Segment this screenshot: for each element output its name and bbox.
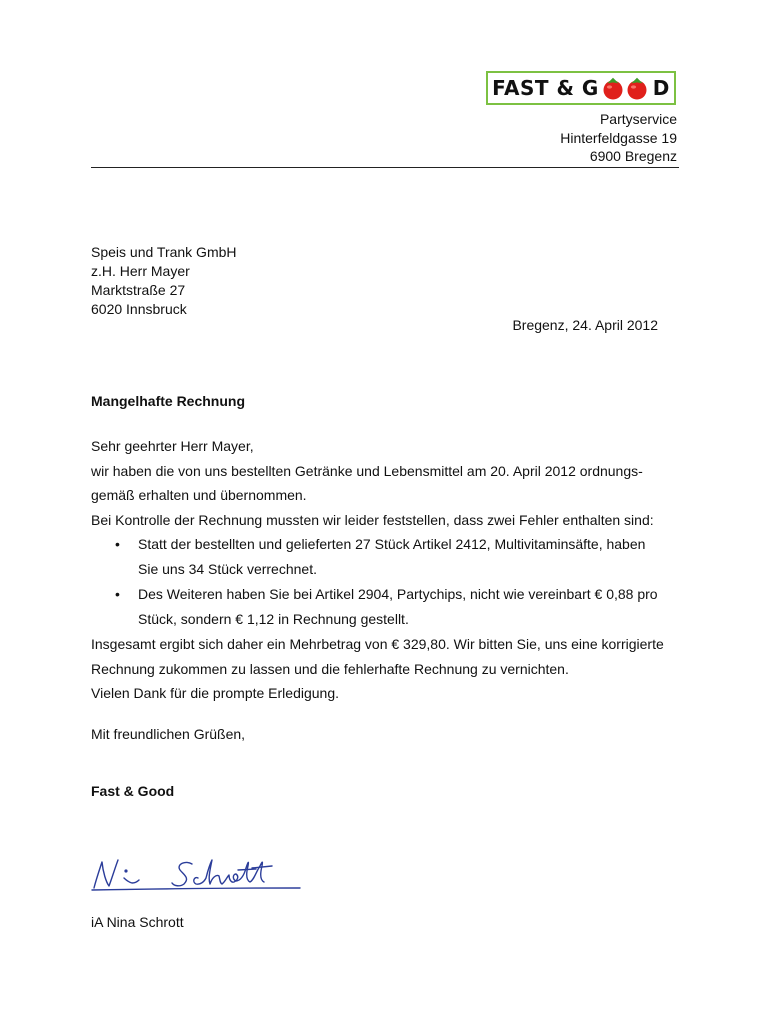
recipient-line: 6020 Innsbruck: [91, 301, 187, 317]
list-item: [91, 582, 691, 631]
logo-text-end: D: [652, 76, 670, 100]
recipient-line: Speis und Trank GmbH: [91, 244, 237, 260]
signature-icon: [88, 852, 308, 896]
sender-line: 6900 Bregenz: [589, 148, 677, 164]
signer-name: iA Nina Schrott: [91, 914, 184, 930]
company-logo: [486, 71, 676, 105]
tomato-icon: [601, 76, 649, 100]
recipient-line: z.H. Herr Mayer: [91, 263, 190, 279]
body-line: wir haben die von uns bestellten Getränke und Lebensmittel am 20. April 2012 ordnungs-: [91, 462, 643, 479]
sender-line: Partyservice: [599, 111, 677, 127]
body-line: Rechnung zukommen zu lassen und die fehlerhafte Rechnung zu vernichten.: [91, 660, 569, 677]
recipient-address: [91, 243, 237, 319]
letter-date: Bregenz, 24. April 2012: [512, 317, 658, 333]
letter-body: [91, 434, 691, 706]
list-item-line: Stück, sondern € 1,12 in Rechnung gestellt.: [138, 610, 409, 627]
recipient-line: Marktstraße 27: [91, 282, 186, 298]
closing-greeting: Mit freundlichen Grüßen,: [91, 726, 246, 742]
tomato-icons: [601, 76, 649, 100]
body-line: gemäß erhalten und übernommen.: [91, 487, 307, 503]
handwritten-signature: [88, 852, 308, 899]
sender-address: [560, 110, 677, 166]
list-item: [91, 532, 691, 581]
salutation: Sehr geehrter Herr Mayer,: [91, 438, 254, 454]
list-item-line: Statt der bestellten und gelieferten 27 Stück Artikel 2412, Multivitaminsäfte, haben: [138, 536, 646, 552]
bullet-icon: •: [115, 586, 120, 602]
body-line: Vielen Dank für die prompte Erledigung.: [91, 685, 340, 701]
logo-text-start: FAST & G: [492, 76, 599, 100]
list-item-line: Sie uns 34 Stück verrechnet.: [138, 560, 317, 577]
letter-subject: Mangelhafte Rechnung: [91, 393, 246, 409]
sender-line: Hinterfeldgasse 19: [560, 129, 677, 146]
body-line: Insgesamt ergibt sich daher ein Mehrbetrag von € 329,80. Wir bitten Sie, uns eine korrigierte: [91, 636, 664, 652]
list-item-line: Des Weiteren haben Sie bei Artikel 2904, Partychips, nicht wie vereinbart € 0,88 pro: [138, 586, 658, 602]
header-divider: [91, 167, 679, 168]
bullet-icon: •: [115, 536, 120, 552]
error-list: [91, 532, 691, 631]
body-line: Bei Kontrolle der Rechnung mussten wir leider feststellen, dass zwei Fehler enthalten sind:: [91, 511, 654, 528]
company-name: Fast & Good: [91, 783, 175, 799]
